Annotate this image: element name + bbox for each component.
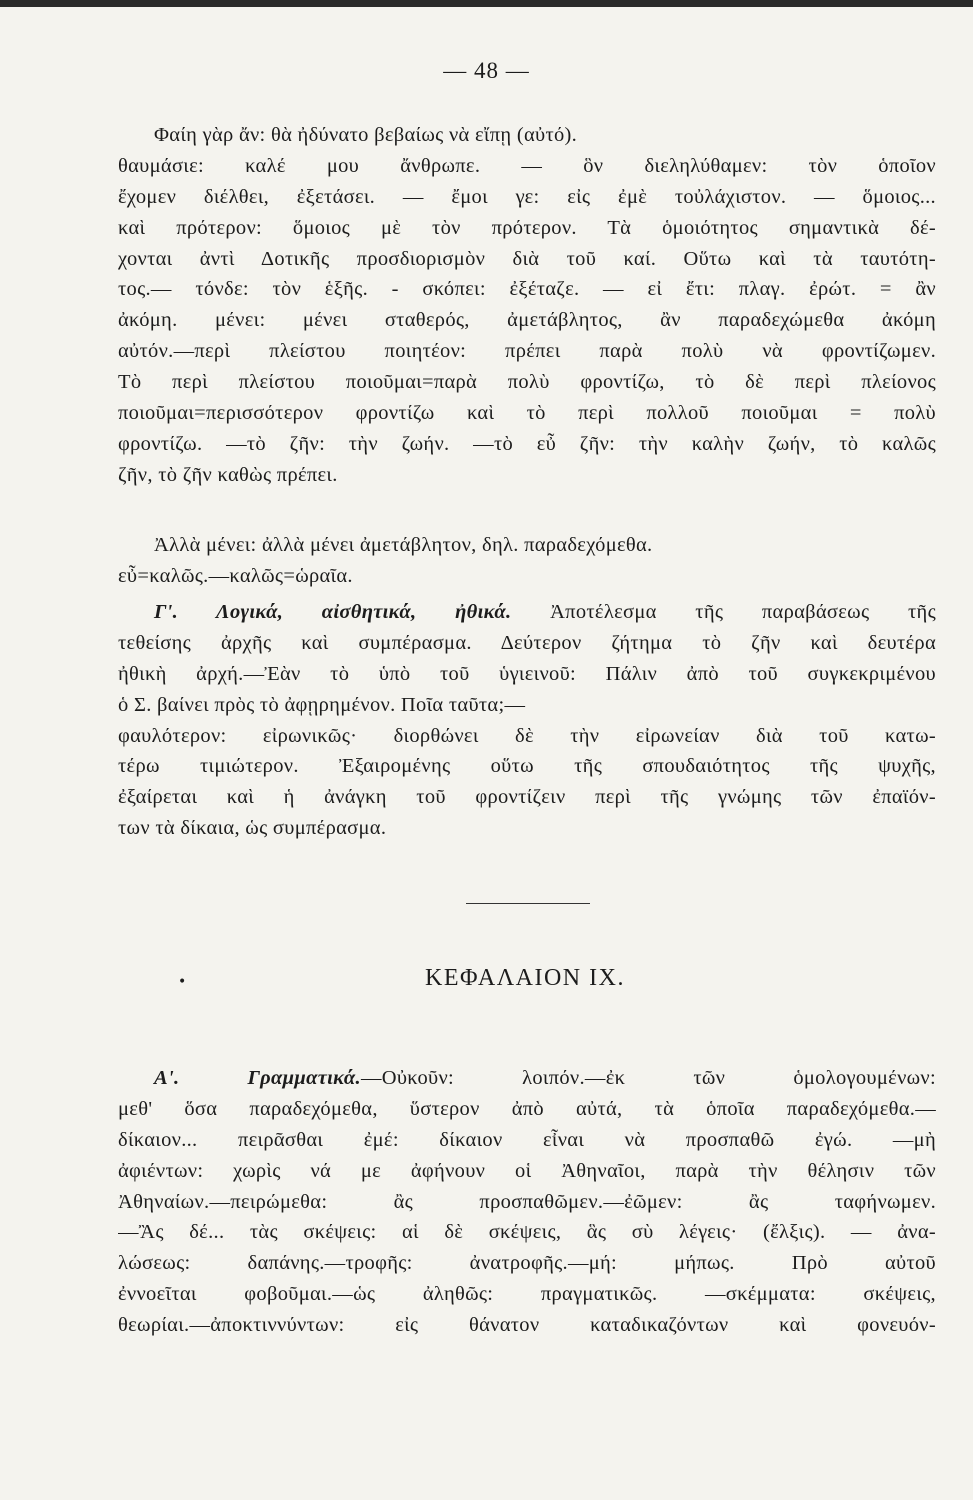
text-line: μεθ' ὅσα παραδεχόμεθα, ὕστερον ἀπὸ αὐτά, τὰ ὁποῖα παραδεχόμεθα.—: [118, 1097, 936, 1120]
text-line: ζῆν, τὸ ζῆν καθὼς πρέπει.: [118, 463, 338, 486]
text-line: Φαίη γὰρ ἄν: θὰ ἠδύνατο βεβαίως νὰ εἴπῃ (αὐτό).: [154, 124, 578, 146]
text-line: ποιοῦμαι=περισσότερον φροντίζω καὶ τὸ περὶ πολλοῦ ποιοῦμαι = πολὺ: [118, 402, 936, 425]
page-number: — 48 —: [443, 58, 530, 83]
text-line: λώσεως: δαπάνης.—τροφῆς: ἀνατροφῆς.—μή: μήπως. Πρὸ αὐτοῦ: [118, 1252, 936, 1275]
section-g-first-line-text: Ἀποτέλεσμα τῆς παραβάσεως τῆς: [550, 601, 936, 623]
text-line: τεθείσης ἀρχῆς καὶ συμπέρασμα. Δεύτερον ζήτημα τὸ ζῆν καὶ δευτέρα: [118, 631, 936, 654]
text-line: τος.— τόνδε: τὸν ἑξῆς. - σκόπει: ἐξέταζε. — εἰ ἔτι: πλαγ. ἐρώτ. = ἂν: [118, 278, 936, 301]
text-line: Ἀλλὰ μένει: ἀλλὰ μένει ἀμετάβλητον, δηλ. παραδεχόμεθα.: [154, 534, 653, 556]
text-line: τέρω τιμιώτερον. Ἐξαιρομένης οὕτω τῆς σπουδαιότητος τῆς ψυχῆς,: [118, 755, 936, 778]
text-line: ἀφιέντων: χωρὶς νά με ἀφήνουν οἱ Ἀθηναῖοι, παρὰ τὴν θέλησιν τῶν: [118, 1159, 936, 1182]
section-divider-rule: [466, 903, 590, 904]
chapter-title: ΚΕΦΑΛΑΙΟΝ IX.: [425, 965, 625, 991]
text-line: αὐτόν.—περὶ πλείστου ποιητέον: πρέπει παρὰ πολὺ νὰ φροντίζωμεν.: [118, 340, 936, 363]
paragraph-commentary-1: [118, 120, 936, 491]
section-g-first-line: [118, 597, 936, 628]
paragraph-commentary-2: [118, 530, 936, 592]
ink-speck: •: [178, 974, 187, 990]
text-line: ἠθικὴ ἀρχή.—Ἐὰν τὸ ὑπὸ τοῦ ὑγιεινοῦ: Πάλιν ἀπὸ τοῦ συγκεκριμένου: [118, 662, 936, 685]
text-line: φροντίζω. —τὸ ζῆν: τὴν ζωήν. —τὸ εὖ ζῆν: τὴν καλὴν ζωήν, τὸ καλῶς: [118, 432, 936, 455]
text-line: Τὸ περὶ πλείστου ποιοῦμαι=παρὰ πολὺ φροντίζω, τὸ δὲ περὶ πλείονος: [118, 371, 936, 394]
text-line: εὖ=καλῶς.—καλῶς=ὡραῖα.: [118, 564, 353, 587]
section-g-heading: Γ'. Λογικά, αἰσθητικά, ἠθικά.: [154, 601, 512, 623]
text-line: ἀκόμη. μένει: μένει σταθερός, ἀμετάβλητος, ἂν παραδεχώμεθα ἀκόμη: [118, 309, 936, 332]
text-line: ἔχομεν διέλθει, ἐξετάσει. — ἔμοι γε: εἰς ἐμὲ τοὐλάχιστον. — ὅμοιος...: [118, 185, 936, 208]
text-line: —Ἂς δέ... τὰς σκέψεις: αἱ δὲ σκέψεις, ἃς σὺ λέγεις· (ἔλξις). — ἀνα-: [118, 1221, 936, 1244]
section-a-heading: Α'. Γραμματικά.: [154, 1067, 361, 1089]
text-line: φαυλότερον: εἰρωνικῶς· διορθώνει δὲ τὴν εἰρωνείαν διὰ τοῦ κατω-: [118, 724, 936, 747]
section-a-first-line-text: —Οὐκοῦν: λοιπόν.—ἐκ τῶν ὁμολογουμένων:: [360, 1067, 936, 1089]
section-a: [118, 1063, 936, 1341]
text-line: ἐννοεῖται φοβοῦμαι.—ὡς ἀληθῶς: πραγματικῶς. —σκέμματα: σκέψεις,: [118, 1283, 936, 1306]
section-g: [118, 597, 936, 844]
text-line: καὶ πρότερον: ὅμοιος μὲ τὸν πρότερον. Τὰ ὁμοιότητος σημαντικὰ δέ-: [118, 216, 936, 239]
text-line: των τὰ δίκαια, ὡς συμπέρασμα.: [118, 817, 387, 840]
text-line: δίκαιον... πειρᾶσθαι ἐμέ: δίκαιον εἶναι νὰ προσπαθῶ ἐγώ. —μὴ: [118, 1128, 936, 1151]
text-line: θεωρίαι.—ἀποκτιννύντων: εἰς θάνατον καταδικαζόντων καὶ φονευόν-: [118, 1314, 936, 1337]
text-line: ὁ Σ. βαίνει πρὸς τὸ ἀφῃρημένον. Ποῖα ταῦτα;—: [118, 693, 526, 716]
text-line: θαυμάσιε: καλέ μου ἄνθρωπε. — ὃν διεληλύθαμεν: τὸν ὁποῖον: [118, 154, 936, 177]
text-line: ἐξαίρεται καὶ ἡ ἀνάγκη τοῦ φροντίζειν περὶ τῆς γνώμης τῶν ἐπαϊόν-: [118, 786, 936, 809]
text-line: χονται ἀντὶ Δοτικῆς προσδιορισμὸν διὰ τοῦ καί. Οὕτω καὶ τὰ ταυτότη-: [118, 247, 936, 270]
text-line: Ἀθηναίων.—πειρώμεθα: ἂς προσπαθῶμεν.—ἐῶμεν: ἂς ταφήνωμεν.: [118, 1190, 936, 1213]
section-a-first-line: [118, 1063, 936, 1094]
